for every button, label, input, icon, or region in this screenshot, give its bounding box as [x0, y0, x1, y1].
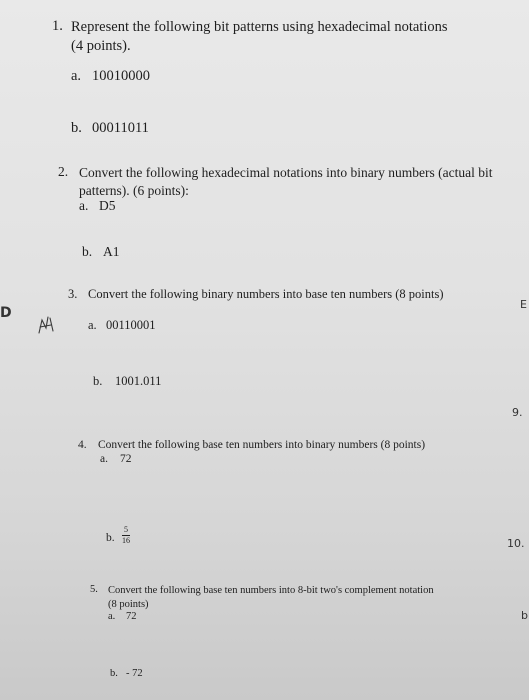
question-3a-label: a.: [88, 318, 97, 332]
question-2b-value: A1: [103, 244, 120, 259]
question-5-text: Convert the following base ten numbers into 8-bit two's complement notation (8 points): [108, 585, 434, 610]
question-3b-label: b.: [93, 374, 103, 388]
question-5a-label: a.: [108, 611, 116, 622]
question-2-number: 2.: [58, 164, 69, 179]
right-margin-number-10: 10.: [507, 537, 525, 550]
question-5b-value: - 72: [126, 668, 143, 679]
question-5-number: 5.: [90, 584, 98, 595]
right-margin-letter-top: E: [520, 298, 527, 311]
fraction-numerator: 5: [124, 525, 128, 534]
fraction-denominator: 16: [122, 536, 130, 545]
question-1b-value: 00011011: [92, 120, 149, 136]
question-2a-label: a.: [79, 198, 89, 213]
right-margin-letter-b: b: [521, 609, 528, 622]
question-5b-label: b.: [110, 668, 118, 679]
question-3-number: 3.: [68, 287, 78, 301]
handwritten-scribble-icon: [36, 314, 56, 336]
question-1-text: Represent the following bit patterns using hexadecimal notations (4 points).: [71, 19, 448, 54]
question-1a-label: a.: [71, 68, 82, 84]
left-margin-letter: D: [0, 305, 12, 321]
question-5a-value: 72: [126, 611, 137, 622]
question-3a-value: 00110001: [106, 318, 156, 332]
question-1b-label: b.: [71, 120, 82, 136]
question-3-text: Convert the following binary numbers into base ten numbers (8 points): [88, 287, 444, 301]
question-2-text: Convert the following hexadecimal notations into binary numbers (actual bit patterns). (6 points):: [79, 165, 493, 198]
question-2b-label: b.: [82, 244, 93, 259]
question-1a-value: 10010000: [92, 68, 150, 84]
question-2a-value: D5: [99, 198, 116, 213]
question-4a-label: a.: [100, 453, 108, 465]
question-4b-label: b.: [106, 532, 115, 544]
right-margin-number-9: 9.: [512, 406, 523, 419]
question-4-number: 4.: [78, 439, 87, 451]
question-4-text: Convert the following base ten numbers into binary numbers (8 points): [98, 439, 426, 451]
question-4b-fraction: [118, 526, 130, 545]
question-3b-value: 1001.011: [115, 374, 162, 388]
question-4a-value: 72: [120, 453, 132, 465]
question-1-number: 1.: [52, 18, 63, 34]
